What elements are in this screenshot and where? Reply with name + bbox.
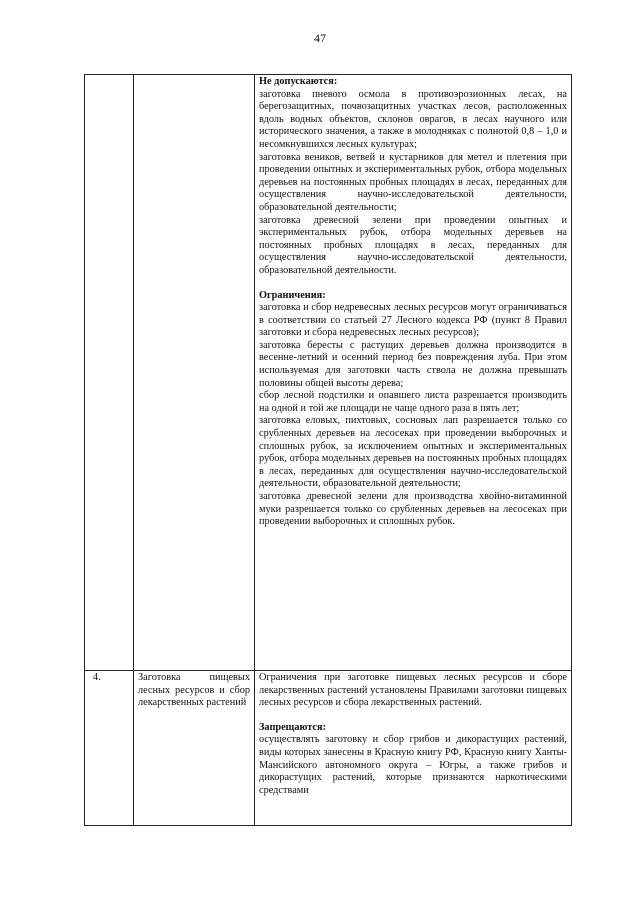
activity-name-cell: Заготовка пищевых лесных ресурсов и сбор лекарственных растений [134, 671, 255, 826]
row-number-cell: 4. [85, 671, 134, 826]
page-number: 47 [314, 31, 326, 45]
list-item: заготовка древесной зелени для производства хвойно-витаминной муки разрешается только со срубленных деревьев на лесосеках при проведении выборочных и сплошных рубок. [259, 491, 567, 528]
row-number-cell [85, 75, 134, 671]
list-item: заготовка веников, ветвей и кустарников для метел и плетения при проведении опытных и экспериментальных рубок, отбора модельных деревьев на постоянных пробных площадях в лесах, переданных для осуществления научно-исследовательской деятельности, образовательной деятельности; [259, 151, 567, 213]
activity-name-cell [134, 75, 255, 671]
section-heading-prohibited: Запрещаются: [259, 721, 327, 733]
intro-paragraph: Ограничения при заготовке пищевых лесных ресурсов и сборе лекарственных растений установлены Правилами заготовки пищевых лесных ресурсов и сбора лекарственных растений. [259, 672, 567, 709]
section-heading-restrictions: Ограничения: [259, 289, 326, 301]
table-row [85, 671, 572, 826]
list-item: заготовка древесной зелени при проведении опытных и экспериментальных рубок, отбора модельных деревьев на постоянных пробных площадях в лесах, переданных для осуществления научно-исследовательской деятельности, образовательной деятельности. [259, 214, 567, 276]
list-item: заготовка пневого осмола в противоэрозионных лесах, на берегозащитных, почвозащитных участках лесов, расположенных вдоль водных объектов, склонов оврагов, в лесах научного или исторического значения, а также в молодняках с полнотой 0,8 – 1,0 и несомкнувшихся лесных культурах; [259, 88, 567, 150]
restrictions-table [84, 74, 572, 826]
restrictions-cell [255, 671, 572, 826]
table-row [85, 75, 572, 671]
list-item: заготовка еловых, пихтовых, сосновых лап разрешается только со срубленных деревьев на лесосеках при проведении выборочных и сплошных рубок, за исключением опытных и экспериментальных рубок, отбора модельных деревьев на постоянных пробных площадях в лесах, переданных для осуществления научно-исследовательской деятельности, образовательной деятельности; [259, 415, 567, 490]
list-item: заготовка бересты с растущих деревьев должна производится в весенне-летний и осенний период без повреждения луба. При этом используемая для заготовки часть ствола не должна превышать половины общей высоты дерева; [259, 339, 567, 389]
restrictions-cell [255, 75, 572, 671]
list-item: осуществлять заготовку и сбор грибов и дикорастущих растений, виды которых занесены в Красную книгу РФ, Красную книгу Ханты-Мансийского автономного округа – Югры, а также грибов и дикорастущих растений, которые признаются наркотическими средствами [259, 734, 567, 796]
list-item: заготовка и сбор недревесных лесных ресурсов могут ограничиваться в соответствии со статьей 27 Лесного кодекса РФ (пункт 8 Правил заготовки и сбора недревесных лесных ресурсов); [259, 302, 567, 339]
section-heading-not-allowed: Не допускаются: [259, 76, 338, 87]
list-item: сбор лесной подстилки и опавшего листа разрешается производить на одной и той же площади не чаще одного раза в пять лет; [259, 390, 567, 414]
